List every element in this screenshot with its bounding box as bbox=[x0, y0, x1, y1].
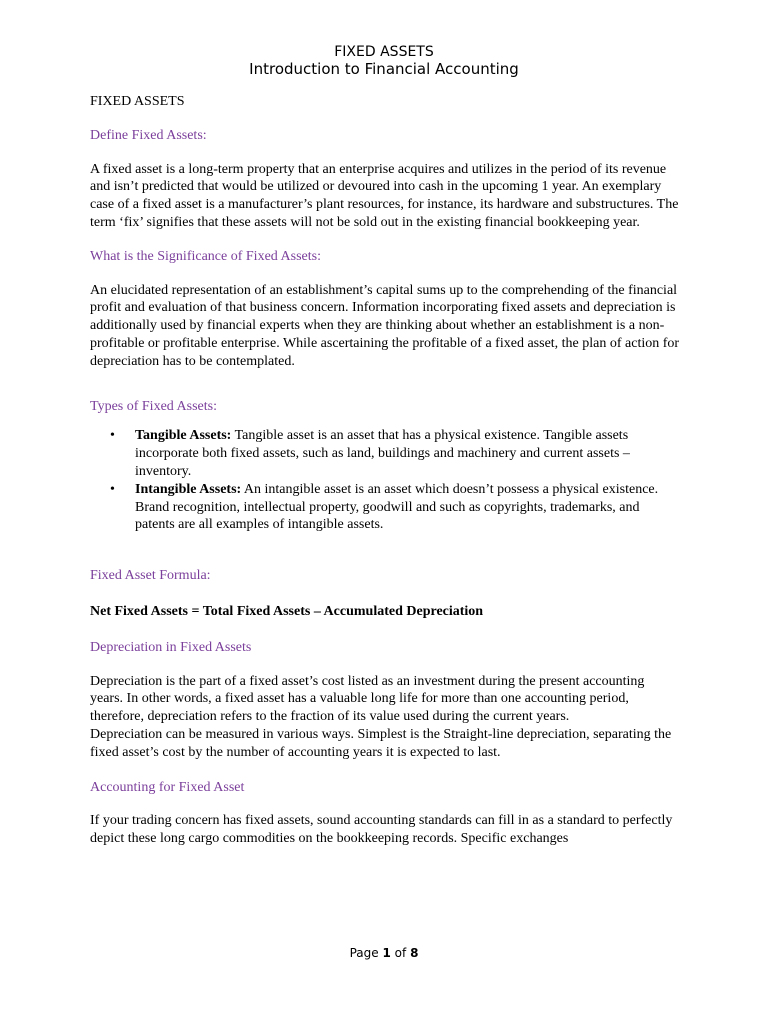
page-header bbox=[0, 44, 768, 78]
depreciation-heading: Depreciation in Fixed Assets bbox=[90, 639, 252, 655]
significance-heading: What is the Significance of Fixed Assets: bbox=[90, 248, 321, 264]
page-footer bbox=[0, 946, 768, 960]
page-total: 8 bbox=[410, 946, 419, 960]
define-heading: Define Fixed Assets: bbox=[90, 127, 207, 143]
define-paragraph: A fixed asset is a long-term property that an enterprise acquires and utilizes in the period of its revenue and isn’t predicted that would be utilized or devoured into cash in the upcoming 1 year. An exemplary case of a fixed asset is a manufacturer’s plant resources, for instance, its hardware and substructures. The term ‘fix’ signifies that these assets will not be sold out in the existing financial bookkeeping year. bbox=[90, 161, 679, 230]
accounting-heading: Accounting for Fixed Asset bbox=[90, 779, 245, 795]
document-body bbox=[90, 93, 680, 848]
type-description: An intangible asset is an asset which doesn’t possess a physical existence. Brand recognition, intellectual property, goodwill and such as copyrights, trademarks, and patents are all examples of intangible assets. bbox=[135, 481, 659, 533]
list-item bbox=[90, 427, 680, 480]
types-list bbox=[90, 427, 680, 534]
bullet-icon: • bbox=[110, 481, 115, 497]
type-term: Intangible Assets: bbox=[135, 481, 242, 497]
document-subtitle: Introduction to Financial Accounting bbox=[249, 60, 519, 78]
of-word: of bbox=[394, 946, 407, 960]
depreciation-paragraph-1: Depreciation is the part of a fixed asset’s cost listed as an investment during the present accounting years. In other words, a fixed asset has a valuable long life for more than one accounting period, therefore, depreciation refers to the fraction of its value used during the current years. bbox=[90, 673, 645, 725]
type-term: Tangible Assets: bbox=[135, 428, 232, 444]
formula-text: Net Fixed Assets = Total Fixed Assets – Accumulated Depreciation bbox=[90, 603, 484, 619]
accounting-paragraph: If your trading concern has fixed assets, sound accounting standards can fill in as a standard to perfectly depict these long cargo commodities on the bookkeeping records. Specific exchanges bbox=[90, 813, 673, 847]
type-description: Tangible asset is an asset that has a physical existence. Tangible assets incorporate both fixed assets, such as land, buildings and machinery and current assets – inventory. bbox=[135, 428, 630, 479]
significance-paragraph: An elucidated representation of an establishment’s capital sums up to the comprehending of the financial profit and evaluation of that business concern. Information incorporating fixed assets and depreciation is additionally used by financial experts when they are thinking about whether an establishment is a non-profitable or profitable enterprise. While ascertaining the profitable of a fixed asset, the plan of action for depreciation has to be contemplated. bbox=[90, 282, 680, 369]
bullet-icon: • bbox=[110, 428, 115, 444]
page-current: 1 bbox=[382, 946, 391, 960]
depreciation-paragraph-2: Depreciation can be measured in various ways. Simplest is the Straight-line depreciation, separating the fixed asset’s cost by the number of accounting years it is expected to last. bbox=[90, 726, 672, 760]
document-title: FIXED ASSETS bbox=[334, 44, 434, 60]
formula-heading: Fixed Asset Formula: bbox=[90, 568, 211, 584]
list-item bbox=[90, 481, 680, 534]
types-heading: Types of Fixed Assets: bbox=[90, 398, 217, 414]
page-word: Page bbox=[349, 946, 379, 960]
section-label: FIXED ASSETS bbox=[90, 94, 185, 109]
